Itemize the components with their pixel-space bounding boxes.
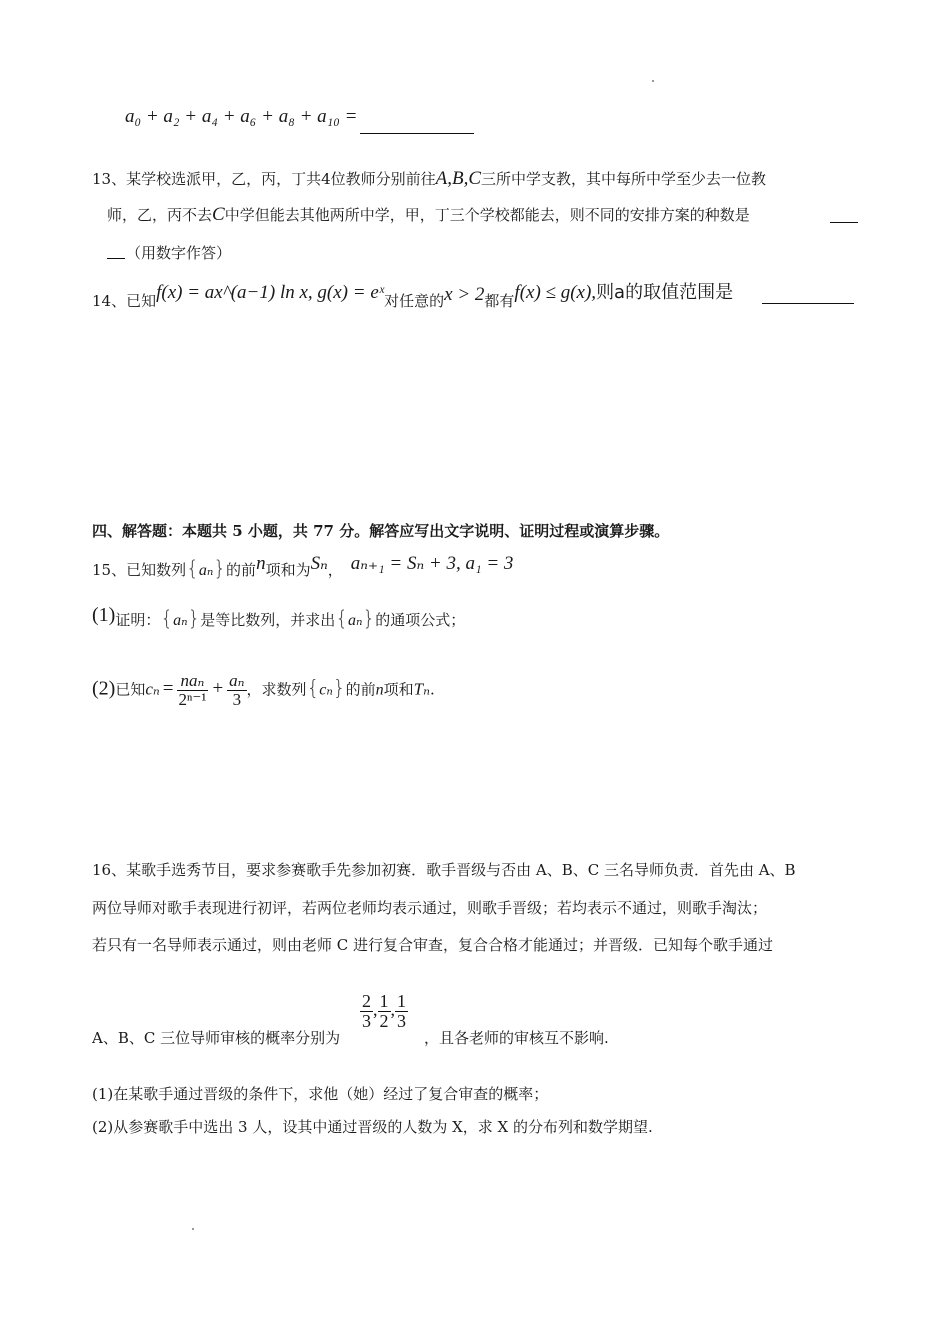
q15-part1-seq1: aₙ — [173, 612, 188, 629]
q15-part1-num: (1) — [92, 604, 116, 626]
q15-relation: aₙ₊₁ = Sₙ + 3, a₁ = 3 — [350, 553, 514, 574]
q16-fraction-a-num: 2 — [362, 991, 371, 1011]
q16-fraction-c — [395, 992, 408, 1031]
q15-part2-end: . — [430, 680, 435, 699]
q14-funcs: f(x) = ax^(a−1) ln x, g(x) = eˣ — [156, 282, 385, 303]
q13-schools: A,B,C — [435, 168, 482, 189]
q13-answer-blank-b — [107, 258, 125, 259]
q16-fraction-c-den: 3 — [397, 1010, 406, 1031]
q16-fraction-a — [360, 992, 373, 1031]
q16-line1: 16、某歌手选秀节目，要求参赛歌手先参加初赛．歌手晋级与否由 A、B、C 三名导师负责．首先由 A、B — [92, 861, 796, 879]
q16-line4-end: ，且各老师的审核互不影响. — [424, 1029, 609, 1047]
q16-line2: 两位导师对歌手表现进行初评，若两位老师均表示通过，则歌手晋级；若均表示不通过，则歌手淘汰； — [92, 899, 768, 917]
q16-fraction-c-num: 1 — [397, 991, 406, 1011]
q15-part1-text2: 是等比数列，并求出 — [200, 611, 336, 629]
q15-plus: + — [212, 678, 224, 700]
q14-cond: x > 2 — [444, 284, 485, 305]
q13-prefix: 13、某学校选派甲，乙，丙，丁共4位教师分别前往 — [92, 170, 436, 188]
q15-t2: 项和为 — [265, 561, 311, 579]
q12-answer-blank — [360, 133, 474, 134]
q13-line2-start: 师，乙，丙不去 — [107, 206, 213, 224]
q14-suffix: 则a的取值范围是 — [596, 282, 734, 303]
q15-fraction-2 — [227, 672, 246, 709]
q15-n: n — [256, 553, 266, 574]
q14-ineq: f(x) ≤ g(x), — [514, 282, 597, 303]
q16-probabilities: $\frac{2}{3}$ , $\frac{1}{2}$ , $\frac{1}{3}$ — [362, 991, 406, 1031]
q13-line1-end: 三所中学支教，其中每所中学至少去一位教 — [481, 170, 767, 188]
q14-mid2: 都有 — [484, 292, 515, 310]
q15-comma: ， — [327, 561, 343, 579]
q15-part2-n: n — [375, 681, 384, 699]
section4-heading: 四、解答题：本题共 5 小题，共 77 分。解答应写出文字说明、证明过程或演算步骤。 — [92, 522, 670, 540]
q13-answer-blank-a — [830, 222, 858, 223]
q15-cn: cₙ — [145, 679, 160, 699]
q15-prefix: 15、已知数列 — [92, 561, 187, 579]
q15-sn: Sₙ — [310, 553, 328, 574]
q15-part1-seq2: aₙ — [348, 612, 363, 629]
q15-fraction-2-num: aₙ — [229, 671, 245, 690]
q15-fraction-1-den: 2ⁿ⁻¹ — [178, 689, 207, 709]
q15-eq: = — [162, 678, 174, 700]
q15-seq: aₙ — [198, 562, 214, 579]
q15-part1-text3: 的通项公式； — [375, 611, 466, 629]
q15-part2-text2: ，求数列 — [246, 680, 307, 699]
q15-t1: 的前 — [226, 561, 257, 579]
q16-fraction-a-den: 3 — [362, 1010, 371, 1031]
q15-fraction-1 — [177, 672, 209, 709]
q15-line: 15、已知数列{aₙ}的前n项和为Sₙ， aₙ₊₁ = Sₙ + 3, a₁ = 3 — [92, 553, 514, 580]
q15-part2-text3: 的前 — [345, 680, 376, 699]
q15-part2-text1: 已知 — [115, 680, 146, 699]
q15-fraction-1-num: naₙ — [177, 672, 209, 691]
q13-line2-end: 中学但能去其他两所中学，甲，丁三个学校都能去，则不同的安排方案的种数是 — [224, 206, 750, 224]
q16-line4-start: A、B、C 三位导师审核的概率分别为 — [92, 1029, 341, 1047]
q15-part2: (2)已知cₙ = $\frac{\text{naₙ}}{\text{2ⁿ⁻¹}}$ + $\frac{\text{aₙ}}{3}$ ，求数列{cₙ}的前n项和Tₙ. — [92, 671, 435, 709]
q16-part1: (1)在某歌手通过晋级的条件下，求他（她）经过了复合审查的概率； — [92, 1085, 549, 1103]
q15-cn-seq: cₙ — [319, 681, 333, 699]
q15-part1-text1: 证明： — [115, 611, 161, 629]
q16-part2: (2)从参赛歌手中选出 3 人，设其中通过晋级的人数为 X，求 X 的分布列和数学期望. — [92, 1118, 653, 1136]
q15-part1: (1)证明：{aₙ}是等比数列，并求出{aₙ}的通项公式； — [92, 604, 466, 630]
q15-tn: Tₙ — [413, 679, 431, 699]
q14-answer-blank — [762, 303, 854, 304]
q13-school-c: C — [212, 204, 225, 225]
q14-line — [92, 282, 734, 312]
q16-fraction-b-den: 2 — [379, 1010, 389, 1031]
q15-fraction-2-den: 3 — [232, 689, 242, 709]
q16-fraction-b-num: 1 — [379, 991, 389, 1011]
q13-line3: （用数字作答） — [126, 244, 232, 262]
scan-dot — [652, 80, 654, 82]
q15-part2-text4: 项和 — [383, 680, 414, 699]
q14-mid: 对任意的 — [384, 292, 445, 310]
q13-line1 — [92, 168, 766, 190]
q12-expression: a₀ + a₂ + a₄ + a₆ + a₈ + a₁₀ = — [125, 106, 358, 127]
q14-prefix: 14、已知 — [92, 292, 157, 310]
q15-part2-num: (2) — [92, 677, 116, 700]
q16-fraction-b — [378, 992, 391, 1031]
q16-line3: 若只有一名导师表示通过，则由老师 C 进行复合审查，复合合格才能通过；并晋级．已知每个歌手通过 — [92, 936, 774, 954]
scan-dot-bottom — [192, 1228, 194, 1230]
q13-line2 — [107, 204, 750, 226]
